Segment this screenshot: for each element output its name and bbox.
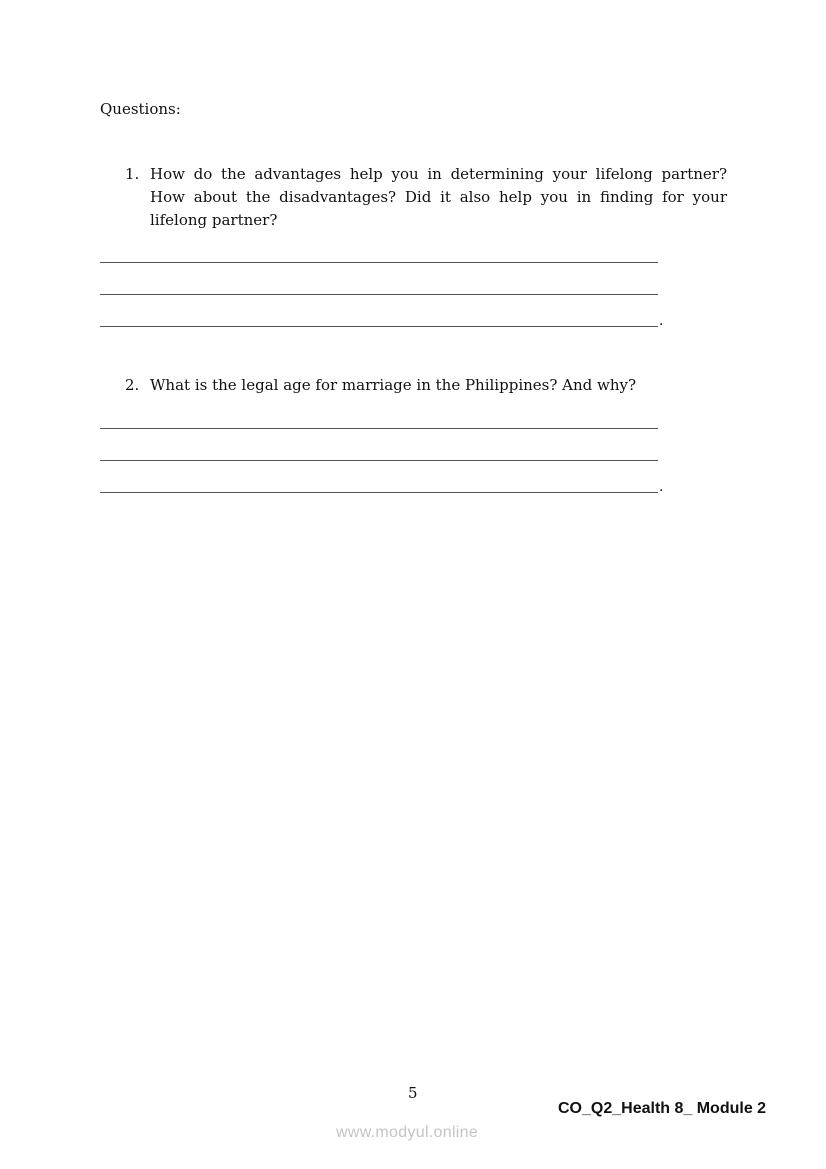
question-2-text: What is the legal age for marriage in the Philippines? And why? — [150, 376, 637, 394]
answer-end-period: . — [659, 479, 664, 495]
module-code: CO_Q2_Health 8_ Module 2 — [558, 1100, 767, 1117]
answer-line-2-2[interactable] — [100, 460, 658, 461]
answer-line-1-1[interactable] — [100, 262, 658, 263]
answer-line-2-1[interactable] — [100, 428, 658, 429]
answer-line-1-2[interactable] — [100, 294, 658, 295]
questions-heading: Questions: — [100, 100, 181, 118]
question-2-number: 2. — [125, 376, 140, 394]
page-number: 5 — [408, 1084, 418, 1102]
watermark: www.modyul.online — [336, 1124, 479, 1141]
answer-line-1-3[interactable] — [100, 326, 658, 327]
answer-end-period: . — [659, 313, 664, 329]
answer-line-2-3[interactable] — [100, 492, 658, 493]
question-1-text: How do the advantages help you in determining your lifelong partner? How about the disadvantages? Did it also help you in finding for your lifelong partner? — [150, 165, 727, 229]
question-1-number: 1. — [125, 165, 140, 183]
